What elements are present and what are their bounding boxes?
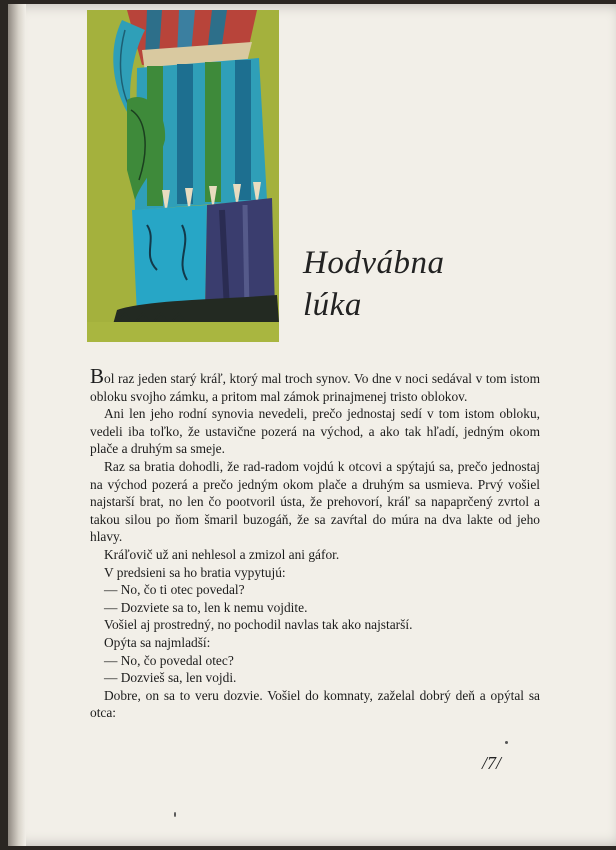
paragraph-9: Opýta sa najmladší: xyxy=(104,634,211,650)
story-title xyxy=(303,242,444,326)
book-page xyxy=(8,4,616,846)
paragraph-3: Raz sa bratia dohodli, že rad-radom vojdú k otcovi a spýtajú sa, prečo jednostaj na východ pozerá a prečo jedným okom plače a druhým sa usmieva. Prvý vošiel najstarší brat, no len čo pootvoril ústa, že prehovorí, kráľ sa napaprčený zvrtol a takou silou po ňom šmaril buzogáň, že sa zavŕtal do múra na dva lakte od jeho hlavy. xyxy=(90,458,540,545)
paper-speck xyxy=(505,741,508,744)
paragraph-1-text: ol raz jeden starý kráľ, ktorý mal troch synov. Vo dne v noci sedával v tom istom obloku svojho zámku, a pritom mal zámok prinajmenej tristo oblokov. xyxy=(90,371,540,404)
drop-cap: B xyxy=(90,364,105,388)
paragraph-12: Dobre, on sa to veru dozvie. Vošiel do komnaty, zaželal dobrý deň a opýtal sa otca: xyxy=(90,687,540,721)
paper-speck xyxy=(174,812,176,817)
paragraph-11: — Dozvieš sa, len vojdi. xyxy=(104,670,237,686)
title-line-2: lúka xyxy=(303,287,362,323)
paragraph-6: — No, čo ti otec povedal? xyxy=(104,582,245,598)
page-number: /7/ xyxy=(482,753,502,773)
paragraph-8: Vošiel aj prostredný, no pochodil navlas tak ako najstarší. xyxy=(104,617,413,633)
paragraph-1 xyxy=(90,364,540,405)
title-line-1: Hodvábna xyxy=(303,245,445,281)
paragraph-2: Ani len jeho rodní synovia nevedeli, prečo jednostaj sedí v tom istom obloku, vedeli iba toľko, že ustavične pozerá na východ, a ako tak hľadí, jedným okom plače a druhým sa smeje. xyxy=(90,406,540,457)
story-body xyxy=(90,364,540,722)
paragraph-5: V predsieni sa ho bratia vypytujú: xyxy=(104,564,286,580)
folk-illustration xyxy=(87,10,279,342)
paragraph-7: — Dozviete sa to, len k nemu vojdite. xyxy=(104,599,308,615)
page-spine-shadow xyxy=(8,4,26,846)
paragraph-10: — No, čo povedal otec? xyxy=(104,652,234,668)
paragraph-4: Kráľovič už ani nehlesol a zmizol ani gáfor. xyxy=(104,546,340,562)
illustration-figure xyxy=(87,10,279,342)
